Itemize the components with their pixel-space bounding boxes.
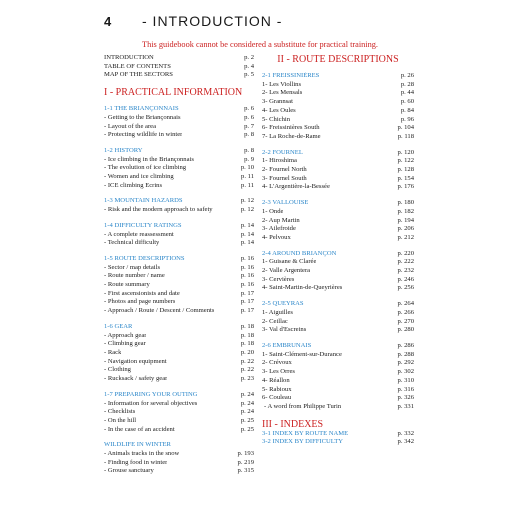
section-heading (104, 197, 254, 206)
toc-entry-label: 1- Aiguilles (262, 308, 293, 316)
section-heading (104, 222, 254, 231)
toc-entry-label: - Approach / Route / Descent / Comments (104, 307, 215, 315)
toc-entry-page: p. 18 (240, 340, 254, 348)
toc-entry (262, 276, 414, 285)
toc-entry (104, 131, 254, 140)
toc-entry-label: - Sector / map details (104, 263, 161, 271)
toc-entry-page: p. 331 (397, 402, 414, 410)
section-heading-label: 1-5 ROUTE DESCRIPTIONS (104, 254, 185, 262)
toc-entry-page: p. 302 (397, 368, 414, 376)
toc-entry-label: 5- Chichin (262, 115, 291, 123)
toc-entry-page: p. 17 (240, 298, 254, 306)
toc-entry (262, 359, 414, 368)
page-header (104, 12, 404, 32)
toc-section (104, 441, 254, 476)
toc-entry-label: - Finding food in winter (104, 458, 168, 466)
toc-entry-page: p. 316 (397, 385, 414, 393)
toc-section (262, 54, 414, 65)
toc-entry-page: p. 44 (400, 89, 414, 97)
section-heading-label: 1-1 THE BRIANÇONNAIS (104, 105, 179, 113)
toc-section (104, 54, 254, 80)
toc-entry-page: p. 128 (397, 166, 414, 174)
toc-entry-label: - Rack (104, 348, 122, 356)
section-heading-page: p. 16 (240, 254, 254, 262)
section-heading-page: p. 14 (240, 221, 254, 229)
toc-entry-page: p. 5 (244, 71, 254, 79)
toc-entry (104, 375, 254, 384)
section-heading-page: p. 6 (244, 105, 254, 113)
toc-entry-label: 2- Les Mensals (262, 89, 303, 97)
toc-section (262, 149, 414, 193)
toc-entry-label: - A complete reassessment (104, 230, 174, 238)
section-heading-page: p. 120 (397, 148, 414, 156)
toc-entry-page: p. 10 (240, 164, 254, 172)
training-warning: This guidebook cannot be considered a substitute for practical training. (142, 40, 378, 49)
toc-entry-label: 6- Couleau (262, 394, 292, 402)
toc-entry-page: p. 104 (397, 124, 414, 132)
toc-entry (262, 394, 414, 403)
section-heading-label: 2-4 AROUND BRIANÇON (262, 249, 337, 257)
section-heading-label: 1-3 MOUNTAIN HAZARDS (104, 197, 183, 205)
toc-entry (104, 408, 254, 417)
toc-section (262, 72, 414, 142)
toc-entry-page: p. 96 (400, 115, 414, 123)
toc-entry-label: - First ascensionists and date (104, 289, 180, 297)
toc-entry-page: p. 60 (400, 98, 414, 106)
toc-entry-page: p. 9 (244, 155, 254, 163)
toc-entry-page: p. 212 (397, 233, 414, 241)
toc-entry (104, 450, 254, 459)
toc-entry-label: 2- Valle Argentera (262, 267, 311, 275)
toc-entry-page: p. 194 (397, 216, 414, 224)
toc-entry (104, 164, 254, 173)
toc-entry-label: - Navigation equipment (104, 357, 167, 365)
toc-entry (104, 182, 254, 191)
toc-entry-label: - Protecting wildlife in winter (104, 131, 183, 139)
toc-entry-page: p. 28 (400, 80, 414, 88)
toc-entry-page: p. 4 (244, 62, 254, 70)
toc-entry-label: - Approach gear (104, 331, 147, 339)
toc-entry-page: p. 22 (240, 357, 254, 365)
toc-entry (262, 326, 414, 335)
toc-entry (262, 368, 414, 377)
toc-entry (262, 351, 414, 360)
page-title: - INTRODUCTION - (142, 13, 283, 29)
toc-entry-page: p. 122 (397, 157, 414, 165)
toc-entry-page: p. 16 (240, 272, 254, 280)
toc-entry (104, 358, 254, 367)
toc-entry-label: - Photos and page numbers (104, 298, 176, 306)
section-heading (104, 147, 254, 156)
section-heading (104, 105, 254, 114)
toc-entry-page: p. 8 (244, 131, 254, 139)
section-heading-page: p. 12 (240, 197, 254, 205)
toc-entry-page: p. 25 (240, 425, 254, 433)
toc-entry (104, 231, 254, 240)
section-heading-label: WILDLIFE IN WINTER (104, 441, 171, 449)
toc-entry-label: - Animals tracks in the snow (104, 450, 180, 458)
toc-entry-label: - Checklists (104, 408, 136, 416)
toc-entry (104, 239, 254, 248)
toc-entry-label: - Layout of the area (104, 122, 156, 130)
section-heading-page: p. 26 (400, 72, 414, 79)
section-heading-label: 2-2 FOURNEL (262, 148, 303, 156)
toc-section (104, 391, 254, 435)
toc-entry (104, 417, 254, 426)
toc-entry-page: p. 20 (240, 348, 254, 356)
toc-entry-page: p. 24 (240, 408, 254, 416)
section-heading (262, 199, 414, 208)
toc-entry (262, 234, 414, 243)
toc-entry (104, 272, 254, 281)
toc-entry-label: 5- Rabioux (262, 385, 292, 393)
toc-section (262, 419, 414, 447)
section-heading-page: p. 180 (397, 199, 414, 207)
toc-entry-label: 4- L'Argentière-la-Bessée (262, 183, 330, 191)
section-heading-label: 1-4 DIFFICULTY RATINGS (104, 221, 182, 229)
section-heading-label: 2-1 FREISSINIÈRES (262, 72, 320, 79)
toc-entry-page: p. 193 (237, 450, 254, 458)
toc-entry-label: 3- Ailefroide (262, 225, 296, 233)
section-heading-page: p. 286 (397, 341, 414, 349)
toc-entry-label: 1- Onde (262, 207, 284, 215)
toc-entry (104, 264, 254, 273)
section-heading (262, 72, 414, 81)
toc-entry (262, 89, 414, 98)
toc-entry-label: MAP OF THE SECTORS (104, 71, 173, 79)
toc-entry-page: p. 222 (397, 258, 414, 266)
toc-entry-page: p. 310 (397, 376, 414, 384)
toc-entry (262, 318, 414, 327)
toc-entry-page: p. 11 (241, 181, 254, 189)
toc-entry (262, 183, 414, 192)
toc-entry-label: 7- La Roche-de-Rame (262, 132, 321, 140)
toc-entry-label: - On the hill (104, 416, 137, 424)
toc-entry-label: - Ice climbing in the Briançonnais (104, 155, 194, 163)
toc-entry (262, 175, 414, 184)
toc-entry-page: p. 6 (244, 113, 254, 121)
section-heading (104, 323, 254, 332)
toc-section (262, 300, 414, 335)
toc-entry-page: p. 266 (397, 308, 414, 316)
toc-entry (262, 157, 414, 166)
toc-entry-label: - Clothing (104, 366, 131, 374)
toc-entry-page: p. 219 (237, 458, 254, 466)
toc-entry (104, 332, 254, 341)
section-heading (104, 441, 254, 450)
toc-entry-page: p. 246 (397, 275, 414, 283)
toc-entry-label: - ICE climbing Ecrins (104, 181, 163, 189)
toc-entry-label: - Grouse sanctuary (104, 467, 154, 475)
part-heading: II - ROUTE DESCRIPTIONS (277, 54, 399, 65)
toc-entry-label: 3-1 INDEX BY ROUTE NAME (262, 429, 349, 437)
toc-entry (104, 298, 254, 307)
toc-entry (262, 217, 414, 226)
toc-entry-page: p. 342 (397, 438, 414, 446)
toc-entry-label: - Women and ice climbing (104, 173, 174, 181)
toc-entry (104, 206, 254, 215)
toc-entry (104, 114, 254, 123)
toc-entry (104, 467, 254, 476)
toc-entry-label: - Rucksack / safety gear (104, 375, 168, 383)
toc-section (104, 87, 254, 98)
toc-entry-label: 2- Crévoux (262, 359, 292, 367)
toc-entry-label: - The evolution of ice climbing (104, 164, 187, 172)
toc-section (104, 147, 254, 191)
toc-entry-label: 2- Aup Martin (262, 216, 300, 224)
toc-entry-page: p. 256 (397, 284, 414, 292)
toc-entry-page: p. 280 (397, 326, 414, 334)
section-heading-page: p. 264 (397, 300, 414, 308)
toc-entry (262, 166, 414, 175)
toc-entry-label: 3- Les Orres (262, 368, 295, 376)
toc-section (104, 323, 254, 384)
toc-entry (104, 123, 254, 132)
toc-section (104, 255, 254, 316)
toc-entry-page: p. 182 (397, 207, 414, 215)
toc-entry (262, 81, 414, 90)
toc-entry-label: 3- Cervières (262, 275, 295, 283)
toc-entry-page: p. 315 (237, 467, 254, 475)
toc-entry-page: p. 16 (240, 281, 254, 289)
toc-entry (104, 281, 254, 290)
section-heading-label: 1-2 HISTORY (104, 146, 143, 154)
toc-entry-label: 2- Ceillac (262, 317, 288, 325)
toc-entry-page: p. 154 (397, 174, 414, 182)
section-heading-label: 1-7 PREPARING YOUR OUTING (104, 390, 198, 398)
section-heading-label: 2-3 VALLOUISE (262, 199, 309, 207)
toc-entry-label: 3- Val d'Escreins (262, 326, 307, 334)
toc-entry-page: p. 17 (240, 307, 254, 315)
toc-entry-page: p. 7 (244, 122, 254, 130)
toc-entry (104, 173, 254, 182)
section-heading-page: p. 8 (244, 146, 254, 154)
toc-entry-label: 3-2 INDEX BY DIFFICULTY (262, 438, 344, 446)
toc-entry (104, 459, 254, 468)
toc-section (104, 197, 254, 214)
toc-entry (262, 124, 414, 133)
toc-section (104, 105, 254, 140)
toc-entry-label: 4- Les Oules (262, 106, 296, 114)
toc-entry-page: p. 22 (240, 366, 254, 374)
section-heading-label: 2-5 QUEYRAS (262, 300, 304, 308)
section-heading-page: p. 220 (397, 249, 414, 257)
toc-entry-label: - Route number / name (104, 272, 165, 280)
toc-entry-label: 3- Grannsat (262, 98, 293, 106)
toc-entry-page: p. 176 (397, 183, 414, 191)
toc-left-column (104, 54, 254, 476)
toc-entry-label: - Information for several objectives (104, 399, 198, 407)
toc-entry-label: - Risk and the modern approach to safety (104, 206, 213, 214)
toc-entry-label: - A word from Philippe Turin (264, 402, 342, 410)
toc-entry-page: p. 24 (240, 399, 254, 407)
toc-entry (262, 208, 414, 217)
toc-entry (104, 71, 254, 80)
toc-entry-page: p. 288 (397, 350, 414, 358)
toc-entry (104, 340, 254, 349)
toc-entry (262, 438, 414, 447)
page-number: 4 (104, 14, 112, 29)
section-heading (262, 149, 414, 158)
toc-entry (104, 400, 254, 409)
toc-entry-page: p. 16 (240, 263, 254, 271)
toc-entry-page: p. 11 (241, 173, 254, 181)
toc-entry-page: p. 14 (240, 230, 254, 238)
section-heading-page: p. 24 (240, 390, 254, 398)
toc-entry-page: p. 23 (240, 375, 254, 383)
section-heading-page: p. 18 (240, 322, 254, 330)
toc-entry (262, 267, 414, 276)
toc-entry-label: 1- Hiroshima (262, 157, 297, 165)
part-heading: I - PRACTICAL INFORMATION (104, 87, 243, 99)
toc-entry-label: - Getting to the Briançonnais (104, 113, 181, 121)
section-heading (262, 342, 414, 351)
toc-entry (104, 366, 254, 375)
toc-entry-page: p. 14 (240, 239, 254, 247)
toc-entry (262, 225, 414, 234)
toc-entry (104, 349, 254, 358)
toc-entry (262, 309, 414, 318)
toc-entry (104, 54, 254, 63)
toc-entry (262, 430, 414, 439)
toc-entry (262, 133, 414, 142)
toc-entry-label: 4- Réallon (262, 376, 290, 384)
toc-entry-page: p. 84 (400, 106, 414, 114)
toc-entry-label: TABLE OF CONTENTS (104, 62, 171, 70)
toc-entry-label: INTRODUCTION (104, 54, 154, 61)
toc-entry (104, 307, 254, 316)
toc-entry-label: - Climbing gear (104, 340, 146, 348)
toc-entry (262, 98, 414, 107)
toc-entry-page: p. 270 (397, 317, 414, 325)
toc-entry (104, 156, 254, 165)
toc-entry (262, 377, 414, 386)
toc-entry (262, 107, 414, 116)
toc-entry (104, 290, 254, 299)
toc-entry-page: p. 18 (240, 331, 254, 339)
toc-entry-label: 2- Fournel North (262, 166, 307, 174)
toc-entry (104, 426, 254, 435)
toc-entry-label: - Technical difficulty (104, 239, 160, 247)
toc-entry-page: p. 326 (397, 394, 414, 402)
toc-entry (262, 386, 414, 395)
section-heading (262, 250, 414, 259)
toc-entry-label: 1- Saint-Clément-sur-Durance (262, 350, 342, 358)
toc-entry (262, 258, 414, 267)
toc-entry-page: p. 2 (244, 54, 254, 61)
toc-entry-label: 4- Pelvoux (262, 233, 291, 241)
toc-entry-label: 1- Les Viollins (262, 80, 302, 88)
section-heading-label: 1-6 GEAR (104, 322, 133, 330)
toc-entry-label: 3- Fournel South (262, 174, 307, 182)
toc-section (262, 342, 414, 412)
toc-entry-label: 4- Saint-Martin-de-Queyrières (262, 284, 343, 292)
toc-section (104, 222, 254, 248)
toc-entry-label: - In the case of an accident (104, 425, 175, 433)
section-heading (104, 391, 254, 400)
toc-entry-page: p. 12 (240, 206, 254, 214)
toc-entry-page: p. 17 (240, 289, 254, 297)
toc-entry-page: p. 232 (397, 267, 414, 275)
toc-entry (262, 284, 414, 293)
toc-entry-label: - Route summary (104, 281, 150, 289)
toc-entry (262, 403, 414, 412)
toc-section (262, 199, 414, 243)
toc-entry-page: p. 118 (397, 132, 414, 140)
section-heading (104, 255, 254, 264)
toc-section (262, 250, 414, 294)
toc-entry-page: p. 292 (397, 359, 414, 367)
section-heading-label: 2-6 EMBRUNAIS (262, 341, 312, 349)
section-heading (262, 300, 414, 309)
toc-entry-page: p. 206 (397, 225, 414, 233)
toc-entry-page: p. 25 (240, 416, 254, 424)
part-heading: III - INDEXES (262, 418, 324, 430)
toc-entry-label: 1- Guisane & Clarée (262, 258, 317, 266)
toc-entry (262, 116, 414, 125)
toc-right-column (262, 54, 414, 447)
toc-entry (104, 63, 254, 72)
toc-entry-label: 6- Freissinières South (262, 124, 320, 132)
toc-entry-page: p. 332 (397, 429, 414, 437)
